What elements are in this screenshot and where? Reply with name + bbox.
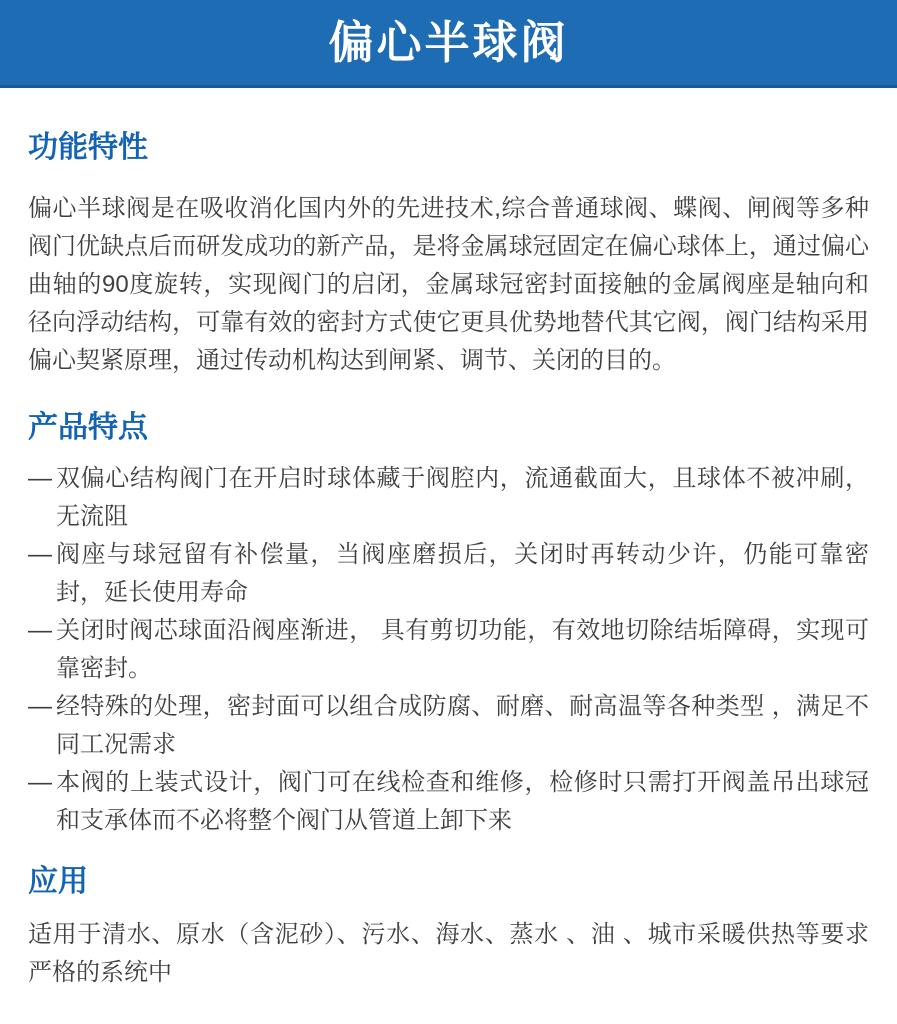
page-title: 偏心半球阀 <box>328 17 569 68</box>
product-point-item <box>28 536 869 612</box>
bullet-dash: — <box>28 465 52 492</box>
section-heading-product-points: 产品特点 <box>28 411 148 444</box>
section-application <box>28 862 869 992</box>
application-paragraph: 适用于清水、原水（含泥砂）、污水、海水、蒸水 、油 、城市采暖供热等要求严格的系统中 <box>28 921 869 986</box>
product-point-item <box>28 460 869 536</box>
product-point-text: 关闭时阀芯球面沿阀座渐进， 具有剪切功能，有效地切除结垢障碍，实现可靠密封。 <box>56 617 869 682</box>
product-point-item <box>28 612 869 688</box>
product-point-text: 经特殊的处理，密封面可以组合成防腐、耐磨、耐高温等各种类型 ，满足不同工况需求 <box>56 693 869 758</box>
product-point-item <box>28 688 869 764</box>
section-features <box>28 128 869 380</box>
bullet-dash: — <box>28 769 52 796</box>
features-paragraph: 偏心半球阀是在吸收消化国内外的先进技术,综合普通球阀、蝶阀、闸阀等多种阀门优缺点后而研发成功的新产品，是将金属球冠固定在偏心球体上，通过偏心曲轴的90度旋转，实现阀门的启闭，金属球冠密封面接触的金属阀座是轴向和径向浮动结构，可靠有效的密封方式使它更具优势地替代其它阀，阀门结构采用偏心契紧原理，通过传动机构达到闸紧、调节、关闭的目的。 <box>28 195 869 374</box>
product-point-text: 双偏心结构阀门在开启时球体藏于阀腔内，流通截面大，且球体不被冲刷，无流阻 <box>56 465 869 530</box>
page-content <box>0 128 897 992</box>
product-point-text: 本阀的上装式设计，阀门可在线检查和维修，检修时只需打开阀盖吊出球冠和支承体而不必将整个阀门从管道上卸下来 <box>56 769 869 834</box>
bullet-dash: — <box>28 617 52 644</box>
product-points-list <box>28 460 869 840</box>
section-heading-application: 应用 <box>28 865 88 898</box>
product-point-text: 阀座与球冠留有补偿量，当阀座磨损后，关闭时再转动少许，仍能可靠密封，延长使用寿命 <box>56 541 869 606</box>
title-banner <box>0 0 897 88</box>
product-point-item <box>28 764 869 840</box>
section-heading-features: 功能特性 <box>28 131 148 164</box>
bullet-dash: — <box>28 693 52 720</box>
bullet-dash: — <box>28 541 52 568</box>
section-product-points <box>28 408 869 840</box>
